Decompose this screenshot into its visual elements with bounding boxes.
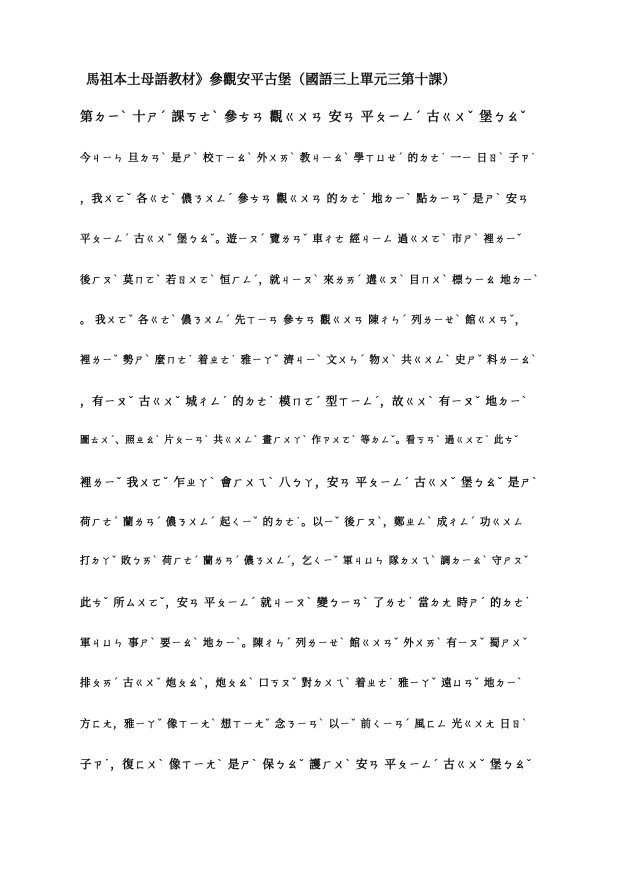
text-line-9: 圖ㄊㄨˊ、照ㄓㄠˋ 片ㄆㄧㄢˋ 共ㄍㄨㄥˋ 畫ㄏㄨㄚˋ 作ㄗㄨㄛˋ 等ㄉㄥˇ。看ㄎㄢˋ 過ㄍㄨㄛˋ 此ㄘˇ — [80, 435, 520, 447]
text-line-12: 打ㄉㄚˇ 敗ㄅㄞˋ 荷ㄏㄜˊ 蘭ㄌㄢˊ 儂ㄋㄨㄥˊ，乞ㄑㄧˇ 軍ㄐㄩㄣ 隊ㄉㄨㄟˋ 調ㄉㄧㄠˋ 守ㄕㄡˇ — [80, 556, 529, 568]
text-line-8: ，有ㄧㄡˇ 古ㄍㄨˇ 城ㄔㄥˊ 的ㄉㄜ˙ 模ㄇㄛˊ 型ㄒㄧㄥˊ，故ㄍㄨˋ 有ㄧㄡˇ 地ㄉㄧˋ — [80, 393, 528, 408]
text-line-14: 軍ㄐㄩㄣ 事ㄕˋ 要ㄧㄠˋ 地ㄉㄧˋ。陳ㄔㄣˊ 列ㄌㄧㄝˋ 館ㄍㄨㄢˇ 外ㄨㄞˋ 有ㄧㄡˇ 蜀ㄕㄨˇ — [80, 637, 528, 650]
text-line-17: 子ㄗ˙，復ㄈㄨˋ 像ㄒㄧㄤˋ 是ㄕˋ 保ㄅㄠˇ 護ㄏㄨˋ 安ㄢ 平ㄆㄧㄥˊ 古ㄍㄨˇ 堡ㄅㄠˇ — [80, 757, 533, 772]
text-line-5: 後ㄏㄡˋ 莫ㄇㄛˋ 若ㄖㄨㄛˋ 恒ㄏㄥˊ，就ㄐㄧㄡˋ 來ㄌㄞˊ 遘ㄍㄡˋ 目ㄇㄨˋ 標ㄅㄧㄠ 地ㄉㄧˋ — [80, 273, 539, 286]
text-line-10: 裡ㄌㄧˇ 我ㄨㄛˇ 乍ㄓㄚˋ 會ㄏㄨㄟˋ 八ㄅㄚ，安ㄢ 平ㄆㄧㄥˊ 古ㄍㄨˇ 堡ㄅㄠˇ 是ㄕˋ — [80, 474, 539, 489]
text-line-1: 第ㄉㄧˋ 十ㄕˊ 課ㄎㄜˋ 參ㄘㄢ 觀ㄍㄨㄢ 安ㄢ 平ㄆㄧㄥˊ 古ㄍㄨˇ 堡ㄅㄠˇ — [80, 110, 527, 125]
text-line-16: 方ㄈㄤ，雅ㄧㄚˇ 像ㄒㄧㄤˋ 想ㄒㄧㄤˇ 念ㄋㄧㄢˋ 以ㄧˇ 前ㄑㄧㄢˊ 風ㄈㄥ 光ㄍㄨㄤ 日ㄖˋ — [80, 717, 528, 730]
text-line-2: 今ㄐㄧㄣ 旦ㄉㄢˋ 是ㄕˋ 校ㄒㄧㄠˋ 外ㄨㄞˋ 教ㄐㄧㄠˋ 學ㄒㄩㄝˊ 的ㄉㄜ˙ 一ㄧ 日ㄖˋ 子ㄗ˙ — [80, 152, 537, 165]
text-line-4: 平ㄆㄧㄥˊ 古ㄍㄨˇ 堡ㄅㄠˇ。遊ㄧㄡˊ 覽ㄌㄢˇ 車ㄔㄜ 經ㄐㄧㄥ 過ㄍㄨㄛˋ 市ㄕˋ 裡ㄌㄧˇ — [80, 233, 523, 246]
lesson-text — [80, 98, 540, 785]
text-line-7: 裡ㄌㄧˇ 勢ㄕˋ 麼ㄇㄜ˙ 着ㄓㄜ˙ 雅ㄧㄚˇ 濟ㄐㄧˋ 文ㄨㄣˊ 物ㄨˋ 共ㄍㄨㄥˋ 史ㄕˇ 料ㄌㄧㄠˋ — [80, 354, 537, 367]
text-line-6: 。 我ㄨㄛˇ 各ㄍㄜˋ 儂ㄋㄨㄥˊ 先ㄒㄧㄢ 參ㄘㄢ 觀ㄍㄨㄢ 陳ㄔㄣˊ 列ㄌㄧㄝˋ 館ㄍㄨㄢˇ， — [80, 313, 526, 326]
text-line-11: 荷ㄏㄜˊ 蘭ㄌㄢˊ 儂ㄋㄨㄥˊ 起ㄑㄧˇ 的ㄉㄜ˙。以ㄧˇ 後ㄏㄡˋ，鄭ㄓㄥˋ 成ㄔㄥˊ 功ㄍㄨㄥ — [80, 515, 524, 528]
text-line-3: ，我ㄨㄛˇ 各ㄍㄜˋ 儂ㄋㄨㄥˊ 參ㄘㄢ 觀ㄍㄨㄢ 的ㄉㄜ˙ 地ㄉㄧˋ 點ㄉㄧㄢˇ 是ㄕˋ 安ㄢ — [80, 191, 529, 205]
document-header: 馬祖本土母語教材》參觀安平古堡（國語三上單元三第十課） — [86, 72, 456, 88]
text-line-15: 排ㄆㄞˊ 古ㄍㄨˇ 炮ㄆㄠˋ，炮ㄆㄠˋ 口ㄎㄡˇ 對ㄉㄨㄟˋ 着ㄓㄜ˙ 雅ㄧㄚˇ 遠ㄩㄢˇ 地ㄉㄧˋ — [80, 677, 523, 690]
text-line-13: 此ㄘˇ 所ㄙㄨㄛˇ，安ㄢ 平ㄆㄧㄥˊ 就ㄐㄧㄡˋ 變ㄅㄧㄢˋ 了ㄌㄜ˙ 當ㄉㄤ 時ㄕˊ 的ㄉㄜ˙ — [80, 595, 531, 609]
